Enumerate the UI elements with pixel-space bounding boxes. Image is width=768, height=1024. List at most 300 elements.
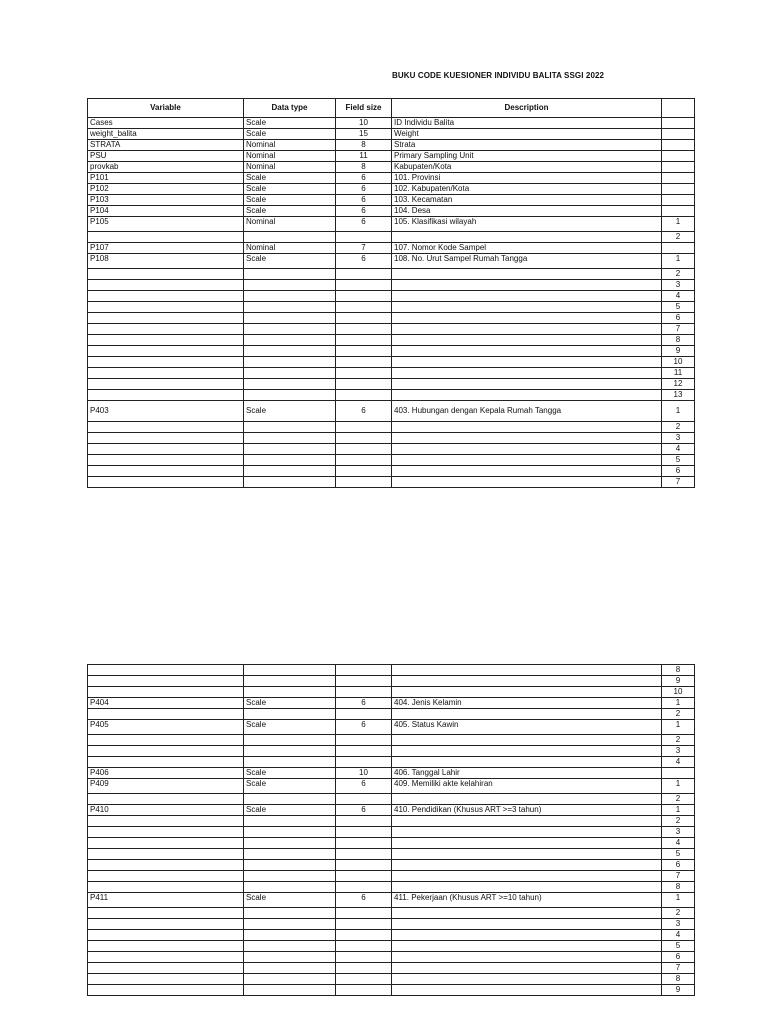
field-size-cell: 6 [336,217,392,232]
description-cell [392,335,662,346]
data-type-cell [244,444,336,455]
variable-cell [88,346,244,357]
description-cell [392,757,662,768]
description-cell: 403. Hubungan dengan Kepala Rumah Tangga [392,401,662,422]
variable-cell: provkab [88,162,244,173]
description-cell: 411. Pekerjaan (Khusus ART >=10 tahun) [392,893,662,908]
code-cell [662,118,695,129]
code-cell: 7 [662,324,695,335]
description-cell [392,302,662,313]
code-cell: 4 [662,444,695,455]
variable-cell [88,908,244,919]
table-row [88,118,695,129]
code-cell: 5 [662,455,695,466]
description-cell [392,985,662,996]
field-size-cell [336,346,392,357]
data-type-cell [244,379,336,390]
table-row [88,746,695,757]
code-cell [662,140,695,151]
code-cell: 1 [662,805,695,816]
field-size-cell: 6 [336,401,392,422]
description-cell [392,709,662,720]
field-size-cell [336,313,392,324]
description-cell [392,735,662,746]
code-cell: 2 [662,816,695,827]
description-cell [392,963,662,974]
field-size-cell [336,676,392,687]
variable-cell: P411 [88,893,244,908]
code-cell: 7 [662,477,695,488]
field-size-cell: 10 [336,118,392,129]
table-row [88,698,695,709]
field-size-cell [336,433,392,444]
field-size-cell [336,335,392,346]
field-size-cell [336,735,392,746]
variable-cell [88,269,244,280]
field-size-cell: 8 [336,140,392,151]
table-row [88,254,695,269]
variable-cell: P107 [88,243,244,254]
table-row [88,444,695,455]
variable-cell [88,390,244,401]
data-type-cell: Scale [244,401,336,422]
code-cell: 5 [662,849,695,860]
description-cell [392,919,662,930]
table-row [88,129,695,140]
variable-cell [88,280,244,291]
variable-cell [88,422,244,433]
table-row [88,379,695,390]
description-cell [392,444,662,455]
variable-cell [88,974,244,985]
code-cell: 9 [662,985,695,996]
variable-cell: P406 [88,768,244,779]
table-row [88,368,695,379]
variable-cell: P410 [88,805,244,816]
data-type-cell [244,232,336,243]
description-cell [392,269,662,280]
description-cell: 105. Klasifikasi wilayah [392,217,662,232]
table-row [88,162,695,173]
variable-cell [88,849,244,860]
code-cell: 9 [662,676,695,687]
code-cell: 1 [662,254,695,269]
description-cell: Primary Sampling Unit [392,151,662,162]
description-cell [392,816,662,827]
field-size-cell [336,232,392,243]
description-cell: 102. Kabupaten/Kota [392,184,662,195]
data-type-cell: Scale [244,206,336,217]
header-data-type: Data type [244,99,336,118]
field-size-cell [336,882,392,893]
code-cell: 10 [662,687,695,698]
field-size-cell [336,871,392,882]
table-row [88,346,695,357]
code-cell: 2 [662,232,695,243]
field-size-cell [336,455,392,466]
table-row [88,952,695,963]
variable-cell [88,324,244,335]
code-cell: 3 [662,746,695,757]
table-row [88,779,695,794]
code-cell: 2 [662,422,695,433]
variable-cell [88,860,244,871]
description-cell [392,357,662,368]
description-cell [392,232,662,243]
field-size-cell [336,827,392,838]
code-cell [662,243,695,254]
description-cell: 103. Kecamatan [392,195,662,206]
description-cell: 108. No. Urut Sampel Rumah Tangga [392,254,662,269]
code-cell [662,151,695,162]
data-type-cell [244,794,336,805]
table-row [88,232,695,243]
code-cell [662,173,695,184]
variable-cell [88,746,244,757]
variable-cell: weight_balita [88,129,244,140]
variable-cell: P404 [88,698,244,709]
description-cell [392,291,662,302]
field-size-cell: 10 [336,768,392,779]
data-type-cell [244,291,336,302]
field-size-cell [336,302,392,313]
table-row [88,151,695,162]
description-cell [392,368,662,379]
variable-cell: P105 [88,217,244,232]
field-size-cell [336,952,392,963]
code-cell: 1 [662,217,695,232]
table-row [88,709,695,720]
table-row [88,860,695,871]
variable-cell [88,816,244,827]
variable-cell [88,985,244,996]
code-cell: 5 [662,941,695,952]
data-type-cell [244,477,336,488]
table-row [88,735,695,746]
field-size-cell [336,860,392,871]
description-cell [392,838,662,849]
code-cell: 4 [662,930,695,941]
variable-cell [88,963,244,974]
data-type-cell [244,757,336,768]
variable-cell: P405 [88,720,244,735]
description-cell [392,974,662,985]
code-cell: 4 [662,291,695,302]
field-size-cell: 11 [336,151,392,162]
table-row [88,422,695,433]
data-type-cell [244,930,336,941]
code-cell [662,206,695,217]
code-cell: 6 [662,860,695,871]
field-size-cell: 6 [336,184,392,195]
variable-cell: P104 [88,206,244,217]
field-size-cell [336,477,392,488]
data-type-cell [244,433,336,444]
field-size-cell: 6 [336,805,392,816]
code-cell [662,129,695,140]
field-size-cell: 6 [336,254,392,269]
variable-cell [88,335,244,346]
variable-cell [88,232,244,243]
data-type-cell [244,676,336,687]
header-row [88,99,695,118]
data-type-cell [244,963,336,974]
description-cell [392,827,662,838]
data-type-cell: Scale [244,779,336,794]
data-type-cell [244,302,336,313]
code-cell: 3 [662,919,695,930]
code-cell: 10 [662,357,695,368]
description-cell [392,882,662,893]
field-size-cell [336,930,392,941]
field-size-cell [336,908,392,919]
code-cell [662,162,695,173]
description-cell [392,952,662,963]
variable-cell: P101 [88,173,244,184]
data-type-cell: Scale [244,768,336,779]
variable-cell [88,735,244,746]
table-row [88,357,695,368]
data-type-cell: Scale [244,173,336,184]
data-type-cell: Scale [244,720,336,735]
data-type-cell [244,390,336,401]
variable-cell [88,302,244,313]
variable-cell [88,676,244,687]
header-code [662,99,695,118]
variable-cell [88,709,244,720]
code-cell: 13 [662,390,695,401]
code-cell: 8 [662,974,695,985]
code-cell: 8 [662,335,695,346]
description-cell: 101. Provinsi [392,173,662,184]
code-cell: 7 [662,963,695,974]
code-cell: 9 [662,346,695,357]
code-cell: 5 [662,302,695,313]
table-row [88,313,695,324]
data-type-cell [244,313,336,324]
table-row [88,291,695,302]
table-row [88,720,695,735]
description-cell [392,433,662,444]
table-row [88,687,695,698]
table-row [88,217,695,232]
field-size-cell [336,746,392,757]
variable-cell: P102 [88,184,244,195]
description-cell [392,746,662,757]
field-size-cell [336,390,392,401]
field-size-cell [336,687,392,698]
data-type-cell [244,735,336,746]
description-cell [392,346,662,357]
code-cell: 11 [662,368,695,379]
data-type-cell: Nominal [244,217,336,232]
code-cell: 8 [662,665,695,676]
table-row [88,401,695,422]
data-type-cell: Scale [244,698,336,709]
table-row [88,302,695,313]
table-row [88,324,695,335]
code-cell [662,768,695,779]
table-row [88,893,695,908]
description-cell: 406. Tanggal Lahir [392,768,662,779]
field-size-cell [336,919,392,930]
field-size-cell [336,357,392,368]
field-size-cell [336,974,392,985]
description-cell [392,280,662,291]
field-size-cell [336,849,392,860]
code-cell: 8 [662,882,695,893]
header-description: Description [392,99,662,118]
code-cell: 2 [662,269,695,280]
table-row [88,140,695,151]
description-cell [392,379,662,390]
variable-cell [88,687,244,698]
code-cell [662,184,695,195]
description-cell [392,466,662,477]
variable-cell [88,291,244,302]
data-type-cell [244,335,336,346]
description-cell: 405. Status Kawin [392,720,662,735]
table-row [88,838,695,849]
field-size-cell [336,379,392,390]
description-cell [392,477,662,488]
description-cell [392,313,662,324]
data-type-cell [244,665,336,676]
data-type-cell [244,455,336,466]
description-cell [392,324,662,335]
field-size-cell [336,985,392,996]
field-size-cell [336,941,392,952]
variable-cell [88,838,244,849]
field-size-cell [336,291,392,302]
description-cell: 404. Jenis Kelamin [392,698,662,709]
variable-cell [88,368,244,379]
data-type-cell: Scale [244,805,336,816]
header-field-size: Field size [336,99,392,118]
table-row [88,676,695,687]
code-cell: 6 [662,952,695,963]
document-title: BUKU CODE KUESIONER INDIVIDU BALITA SSGI 2022 [392,71,605,80]
description-cell [392,422,662,433]
variable-cell [88,477,244,488]
code-cell: 2 [662,709,695,720]
data-type-cell [244,346,336,357]
field-size-cell [336,794,392,805]
table-row [88,827,695,838]
code-cell: 3 [662,280,695,291]
description-cell: Kabupaten/Kota [392,162,662,173]
table-row [88,919,695,930]
variable-cell: STRATA [88,140,244,151]
variable-cell: P103 [88,195,244,206]
code-cell: 1 [662,893,695,908]
codebook-table-1 [87,98,695,488]
data-type-cell [244,985,336,996]
code-cell: 1 [662,779,695,794]
variable-cell [88,455,244,466]
description-cell: 410. Pendidikan (Khusus ART >=3 tahun) [392,805,662,816]
field-size-cell: 6 [336,698,392,709]
table-row [88,269,695,280]
data-type-cell [244,827,336,838]
data-type-cell [244,709,336,720]
field-size-cell [336,269,392,280]
description-cell [392,908,662,919]
variable-cell: PSU [88,151,244,162]
code-cell: 4 [662,757,695,768]
code-cell: 12 [662,379,695,390]
code-cell [662,195,695,206]
variable-cell [88,313,244,324]
data-type-cell: Nominal [244,151,336,162]
description-cell: 107. Nomor Kode Sampel [392,243,662,254]
code-cell: 6 [662,466,695,477]
table-row [88,816,695,827]
data-type-cell [244,871,336,882]
table-row [88,477,695,488]
field-size-cell [336,838,392,849]
table-row [88,335,695,346]
field-size-cell [336,444,392,455]
table-row [88,963,695,974]
table-row [88,871,695,882]
table-row [88,882,695,893]
description-cell [392,941,662,952]
code-cell: 3 [662,827,695,838]
variable-cell [88,433,244,444]
variable-cell [88,919,244,930]
data-type-cell [244,422,336,433]
description-cell [392,860,662,871]
description-cell [392,687,662,698]
variable-cell [88,941,244,952]
description-cell: 104. Desa [392,206,662,217]
variable-cell [88,357,244,368]
data-type-cell: Scale [244,118,336,129]
data-type-cell: Nominal [244,140,336,151]
table-row [88,455,695,466]
table-row [88,768,695,779]
field-size-cell [336,422,392,433]
table-row [88,930,695,941]
field-size-cell [336,324,392,335]
data-type-cell: Scale [244,129,336,140]
variable-cell [88,930,244,941]
data-type-cell: Scale [244,184,336,195]
variable-cell [88,757,244,768]
description-cell [392,849,662,860]
code-cell: 1 [662,720,695,735]
description-cell [392,665,662,676]
variable-cell: P403 [88,401,244,422]
data-type-cell [244,269,336,280]
description-cell: ID Individu Balita [392,118,662,129]
description-cell [392,390,662,401]
data-type-cell [244,882,336,893]
table-row [88,184,695,195]
field-size-cell [336,466,392,477]
data-type-cell [244,687,336,698]
variable-cell [88,794,244,805]
data-type-cell [244,746,336,757]
field-size-cell: 6 [336,206,392,217]
table-row [88,941,695,952]
field-size-cell: 6 [336,173,392,184]
data-type-cell [244,952,336,963]
code-cell: 2 [662,908,695,919]
data-type-cell [244,368,336,379]
variable-cell: Cases [88,118,244,129]
